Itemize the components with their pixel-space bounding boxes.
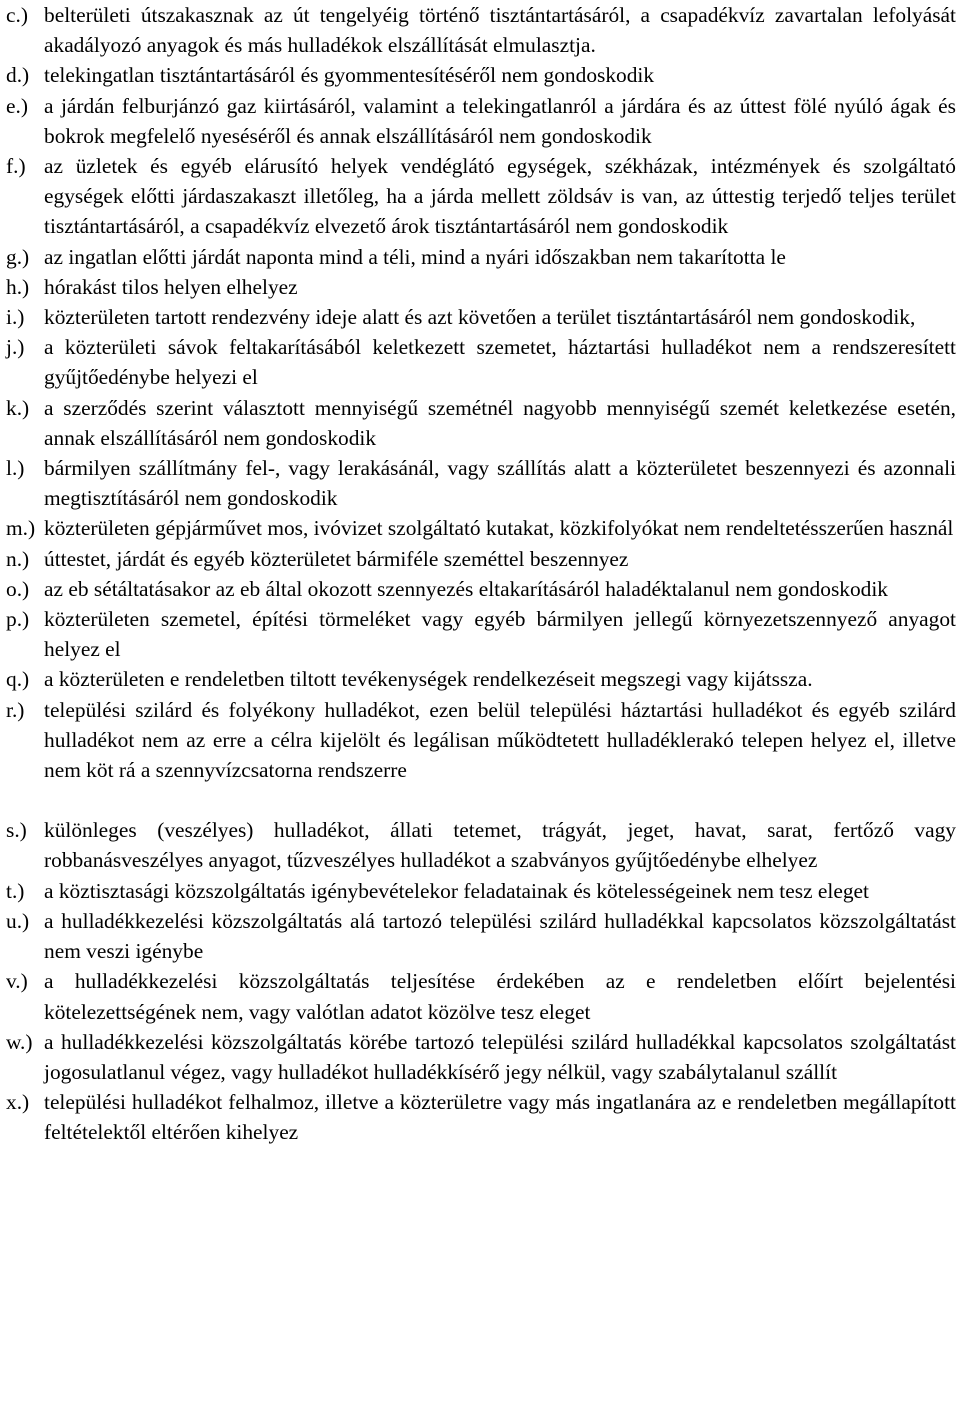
list-item-q [6, 664, 956, 694]
item-marker: x.) [6, 1090, 30, 1115]
item-marker: n.) [6, 546, 30, 571]
item-text: a hulladékkezelési közszolgáltatás alá tartozó települési szilárd hulladékkal kapcsolatos közszolgáltatást nem veszi igénybe [44, 908, 956, 964]
item-marker: m.) [6, 516, 36, 541]
list-item-k [6, 393, 956, 453]
item-marker: q.) [6, 667, 30, 692]
list-item-u [6, 906, 956, 966]
item-text: telekingatlan tisztántartásáról és gyommentesítéséről nem gondoskodik [44, 63, 655, 88]
item-text: úttestet, járdát és egyéb közterületet bármiféle szeméttel beszennyez [44, 546, 629, 571]
item-text: a járdán felburjánzó gaz kiirtásáról, valamint a telekingatlanról a járdára és az úttest fölé nyúló ágak és bokrok megfelelő nyeséséről és annak elszállításáról nem gondoskodik [44, 93, 956, 148]
item-marker: j.) [6, 335, 25, 360]
list-item-j [6, 332, 956, 392]
item-marker: g.) [6, 244, 30, 269]
item-marker: c.) [6, 3, 28, 27]
item-text: hórakást tilos helyen elhelyez [44, 274, 298, 299]
list-item-x [6, 1087, 956, 1147]
item-marker: l.) [6, 456, 25, 481]
item-marker: r.) [6, 697, 25, 722]
list-item-w [6, 1027, 956, 1087]
list-item-d [6, 60, 956, 90]
item-text: bármilyen szállítmány fel-, vagy lerakásánál, vagy szállítás alatt a közterületet beszennyezi és azonnali megtisztításáról nem gondoskodik [44, 456, 956, 511]
document-page [6, 0, 956, 1148]
item-marker: d.) [6, 63, 30, 88]
item-text: közterületen tartott rendezvény ideje alatt és azt követően a terület tisztántartásáról nem gondoskodik, [44, 305, 916, 330]
list-item-l [6, 453, 956, 513]
item-marker: u.) [6, 908, 30, 933]
item-marker: t.) [6, 878, 25, 903]
list-item-n [6, 544, 956, 574]
item-marker: o.) [6, 576, 30, 601]
item-marker: h.) [6, 274, 30, 299]
item-text: különleges (veszélyes) hulladékot, állati tetemet, trágyát, jeget, havat, sarat, fertőző vagy robbanásveszélyes anyagot, tűzveszélyes hulladékot a szabványos gyűjtőedénybe elhelyez [44, 818, 956, 873]
list-item-r [6, 695, 956, 786]
list-item-f [6, 151, 956, 242]
item-marker: v.) [6, 969, 28, 994]
list-item-h [6, 272, 956, 302]
paragraph-gap [6, 785, 956, 815]
item-text: közterületen gépjárművet mos, ivóvizet szolgáltató kutakat, közkifolyókat nem rendeltetésszerűen használ [44, 516, 954, 541]
item-text: települési szilárd és folyékony hulladékot, ezen belül települési háztartási hulladékot és egyéb szilárd hulladékot nem az erre a célra kijelölt és legálisan működtetett hulladéklerakó telepen helyez el, illetve nem köt rá a szennyvízcsatorna rendszerre [44, 697, 956, 783]
item-marker: i.) [6, 305, 25, 330]
item-marker: e.) [6, 93, 28, 118]
item-text: a közterületen e rendeletben tiltott tevékenységek rendelkezéseit megszegi vagy kijátssza. [44, 667, 813, 692]
list-item-p [6, 604, 956, 664]
list-item-o [6, 574, 956, 604]
list-item-c [6, 0, 956, 60]
item-text: a hulladékkezelési közszolgáltatás körébe tartozó települési szilárd hulladékkal kapcsolatos szolgáltatást jogosulatlanul végez, vagy hulladékot hulladékkísérő jegy nélkül, vagy szabálytalanul szállít [44, 1029, 956, 1084]
list-item-t [6, 876, 956, 906]
list-item-i [6, 302, 956, 332]
item-marker: k.) [6, 395, 30, 420]
item-text: a hulladékkezelési közszolgáltatás teljesítése érdekében az e rendeletben előírt bejelentési kötelezettségének nem, vagy valótlan adatot közölve tesz eleget [44, 969, 956, 1024]
item-text: az ingatlan előtti járdát naponta mind a téli, mind a nyári időszakban nem takarította le [44, 244, 786, 269]
item-text: közterületen szemetel, építési törmeléket vagy egyéb bármilyen jellegű környezetszennyező anyagot helyez el [44, 607, 956, 662]
list-item-s [6, 815, 956, 875]
list-item-v [6, 966, 956, 1026]
item-text: a szerződés szerint választott mennyiségű szemétnél nagyobb mennyiségű szemét keletkezése esetén, annak elszállításáról nem gondoskodik [44, 395, 956, 450]
list-item-g [6, 242, 956, 272]
item-text: az üzletek és egyéb elárusító helyek vendéglátó egységek, székházak, intézmények és szolgáltató egységek előtti járdaszakaszt illetőleg, ha a járda mellett zöldsáv is van, az úttestig terjedő teljes terület tisztántartásáról, a csapadékvíz elvezető árok tisztántartásáról nem gondoskodik [44, 154, 956, 239]
item-marker: f.) [6, 154, 26, 179]
item-marker: s.) [6, 818, 27, 843]
item-text: a közterületi sávok feltakarításából keletkezett szemetet, háztartási hulladékot nem a rendszeresített gyűjtőedénybe helyezi el [44, 335, 956, 390]
item-text: belterületi útszakasznak az út tengelyéig történő tisztántartásáról, a csapadékvíz zavartalan lefolyását akadályozó anyagok és más hulladékok elszállítását elmulasztja. [44, 3, 956, 58]
item-text: a köztisztasági közszolgáltatás igénybevételekor feladatainak és kötelességeinek nem tesz eleget [44, 878, 869, 903]
list-item-e [6, 91, 956, 151]
item-marker: p.) [6, 607, 30, 632]
item-marker: w.) [6, 1029, 33, 1054]
item-text: települési hulladékot felhalmoz, illetve a közterületre vagy más ingatlanára az e rendeletben megállapított feltételektől eltérően kihelyez [44, 1090, 956, 1145]
item-text: az eb sétáltatásakor az eb által okozott szennyezés eltakarításáról haladéktalanul nem gondoskodik [44, 576, 888, 601]
list-item-m [6, 513, 956, 543]
